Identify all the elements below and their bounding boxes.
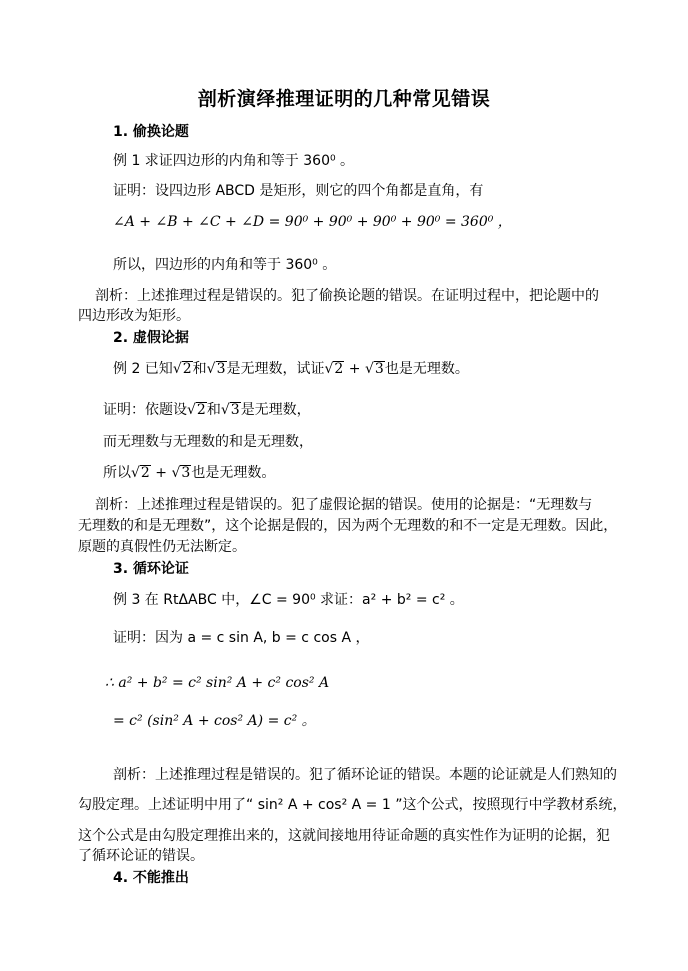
analysis-3-line-1: 剖析：上述推理过程是错误的。犯了循环论证的错误。本题的论证就是人们熟知的 (113, 767, 617, 783)
equation-1: ∠A + ∠B + ∠C + ∠D = 90⁰ + 90⁰ + 90⁰ + 90⁰ = 360⁰ ， (113, 214, 512, 230)
section-3-heading: 3. 循环论证 (113, 561, 189, 577)
analysis-3-line-2: 勾股定理。上述证明中用了“ sin² A + cos² A = 1 ”这个公式，按照现行中学教材系统， (78, 797, 627, 813)
analysis-2-line-2: 无理数的和是无理数”，这个论据是假的，因为两个无理数的和不一定是无理数。因此， (78, 518, 618, 534)
section-2-heading: 2. 虚假论据 (113, 330, 189, 346)
proof-1: 证明：设四边形 ABCD 是矩形，则它的四个角都是直角，有 (113, 183, 484, 199)
section-4-heading: 4. 不能推出 (113, 870, 189, 886)
equation-3-line-1: ∴ a² + b² = c² sin² A + c² cos² A (105, 675, 330, 691)
example-3: 例 3 在 RtΔABC 中，∠C = 90⁰ 求证：a² + b² = c² 。 (113, 592, 464, 608)
proof-3: 证明：因为 a = c sin A, b = c cos A ， (113, 630, 370, 646)
page-title: 剖析演绎推理证明的几种常见错误 (197, 88, 491, 110)
analysis-1-line-1: 剖析：上述推理过程是错误的。犯了偷换论题的错误。在证明过程中，把论题中的 (95, 288, 599, 304)
example-1: 例 1 求证四边形的内角和等于 360⁰ 。 (113, 153, 355, 169)
conclusion-1: 所以，四边形的内角和等于 360⁰ 。 (113, 257, 337, 273)
analysis-3-line-4: 了循环论证的错误。 (78, 848, 204, 864)
proof-2-line-3: 所以√2 + √3也是无理数。 (103, 465, 276, 481)
sqrt-2: √2 (172, 361, 192, 377)
analysis-3-line-3: 这个公式是由勾股定理推出来的，这就间接地用待证命题的真实性作为证明的论据，犯 (78, 828, 610, 844)
example-2: 例 2 已知√2和√3是无理数，试证√2 + √3也是无理数。 (113, 361, 469, 377)
proof-2-line-2: 而无理数与无理数的和是无理数， (103, 434, 313, 450)
analysis-1-line-2: 四边形改为矩形。 (78, 308, 190, 324)
analysis-2-line-3: 原题的真假性仍无法断定。 (78, 539, 246, 555)
sqrt-3: √3 (206, 361, 226, 377)
section-1-heading: 1. 偷换论题 (113, 124, 189, 140)
proof-2-line-1: 证明：依题设√2和√3是无理数， (103, 402, 311, 418)
equation-3-line-2: = c² (sin² A + cos² A) = c² 。 (113, 713, 316, 729)
analysis-2-line-1: 剖析：上述推理过程是错误的。犯了虚假论据的错误。使用的论据是：“无理数与 (95, 497, 593, 513)
